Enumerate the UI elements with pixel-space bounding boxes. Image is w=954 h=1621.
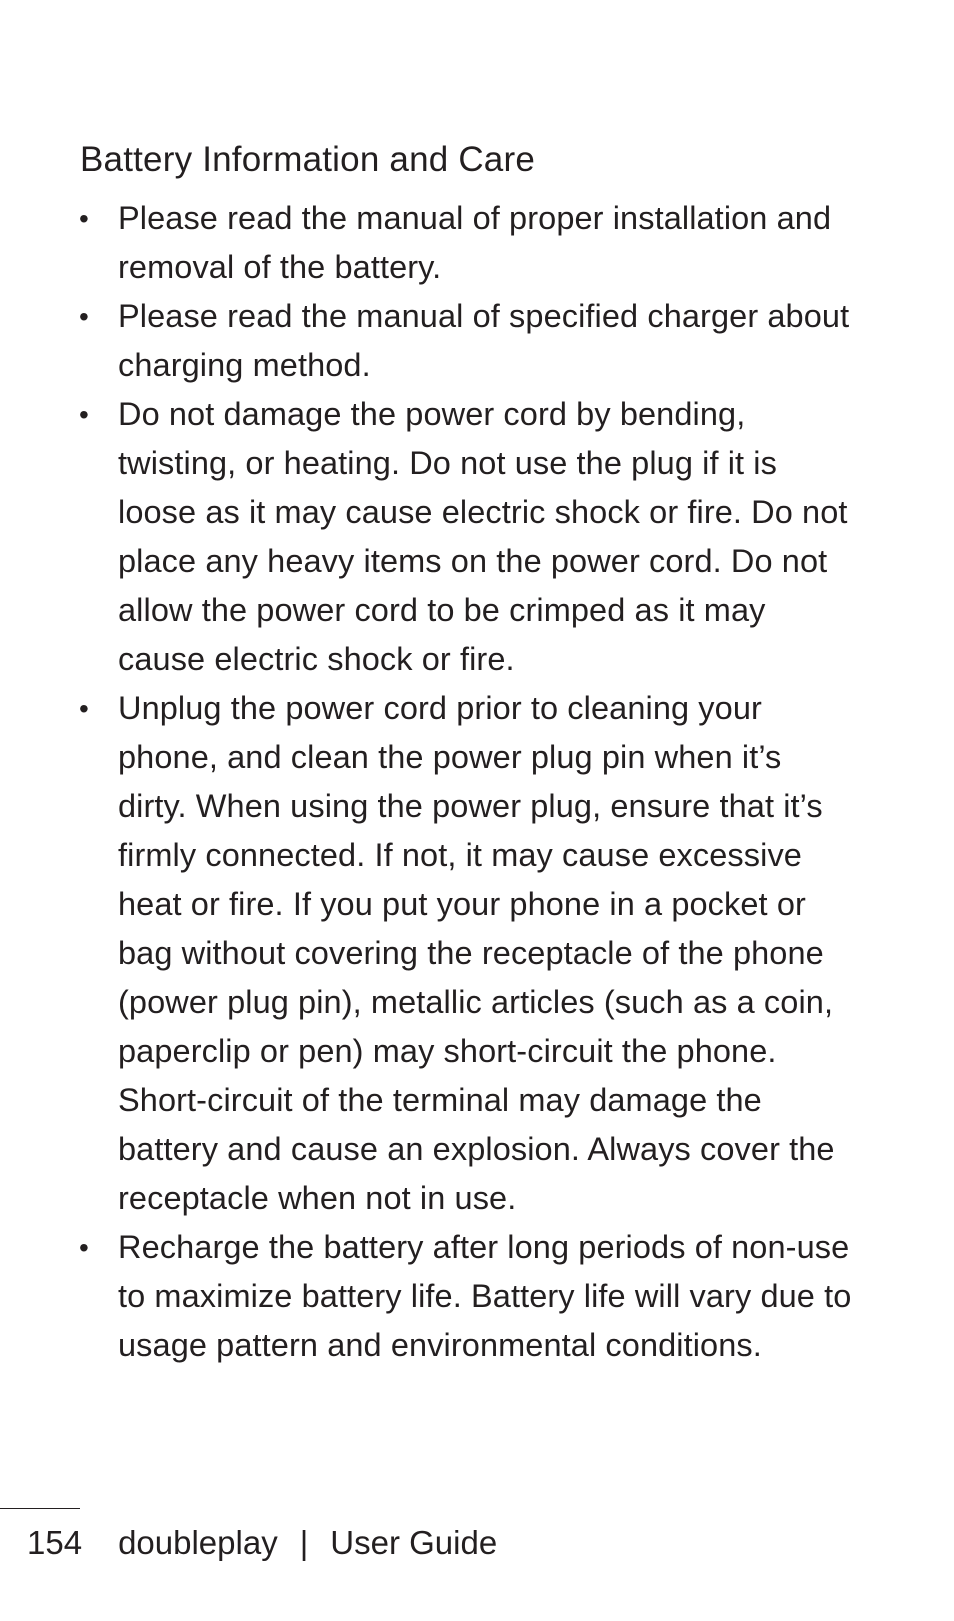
list-item xyxy=(0,1223,853,1370)
list-item xyxy=(0,292,853,390)
bullet-text: Unplug the power cord prior to cleaning your phone, and clean the power plug pin when it’s dirty. When using the power plug, ensure that it’s firmly connected. If not, it may cause excessive heat or fire. If you put your phone in a pocket or bag without covering the receptacle of the phone (power plug pin), metallic articles (such as a coin, paperclip or pen) may short-circuit the phone. Short-circuit of the terminal may damage the battery and cause an explosion. Always cover the receptacle when not in use. xyxy=(118,690,835,1216)
bullet-icon: • xyxy=(79,301,89,332)
list-item xyxy=(0,684,853,1223)
bullet-icon: • xyxy=(79,203,89,234)
bullet-icon: • xyxy=(79,693,89,724)
footer-guide-label: User Guide xyxy=(330,1524,498,1561)
page-title: Battery Information and Care xyxy=(80,140,535,179)
page-number: 154 xyxy=(27,1524,83,1561)
bullet-text: Do not damage the power cord by bending, twisting, or heating. Do not use the plug if it is loose as it may cause electric shock or fire. Do not place any heavy items on the power cord. Do not allow the power cord to be crimped as it may cause electric shock or fire. xyxy=(118,396,848,677)
footer-divider xyxy=(0,1508,80,1509)
list-item xyxy=(0,390,853,684)
page-footer xyxy=(27,1520,497,1566)
bullet-list xyxy=(0,194,954,1370)
bullet-icon: • xyxy=(79,399,89,430)
bullet-icon: • xyxy=(79,1232,89,1263)
footer-separator: | xyxy=(299,1524,309,1561)
footer-product-name: doubleplay xyxy=(118,1524,278,1561)
list-item xyxy=(0,194,853,292)
bullet-text: Please read the manual of proper installation and removal of the battery. xyxy=(118,200,832,285)
bullet-text: Recharge the battery after long periods of non-use to maximize battery life. Battery life will vary due to usage pattern and environmental conditions. xyxy=(118,1229,852,1363)
bullet-text: Please read the manual of specified charger about charging method. xyxy=(118,298,850,383)
